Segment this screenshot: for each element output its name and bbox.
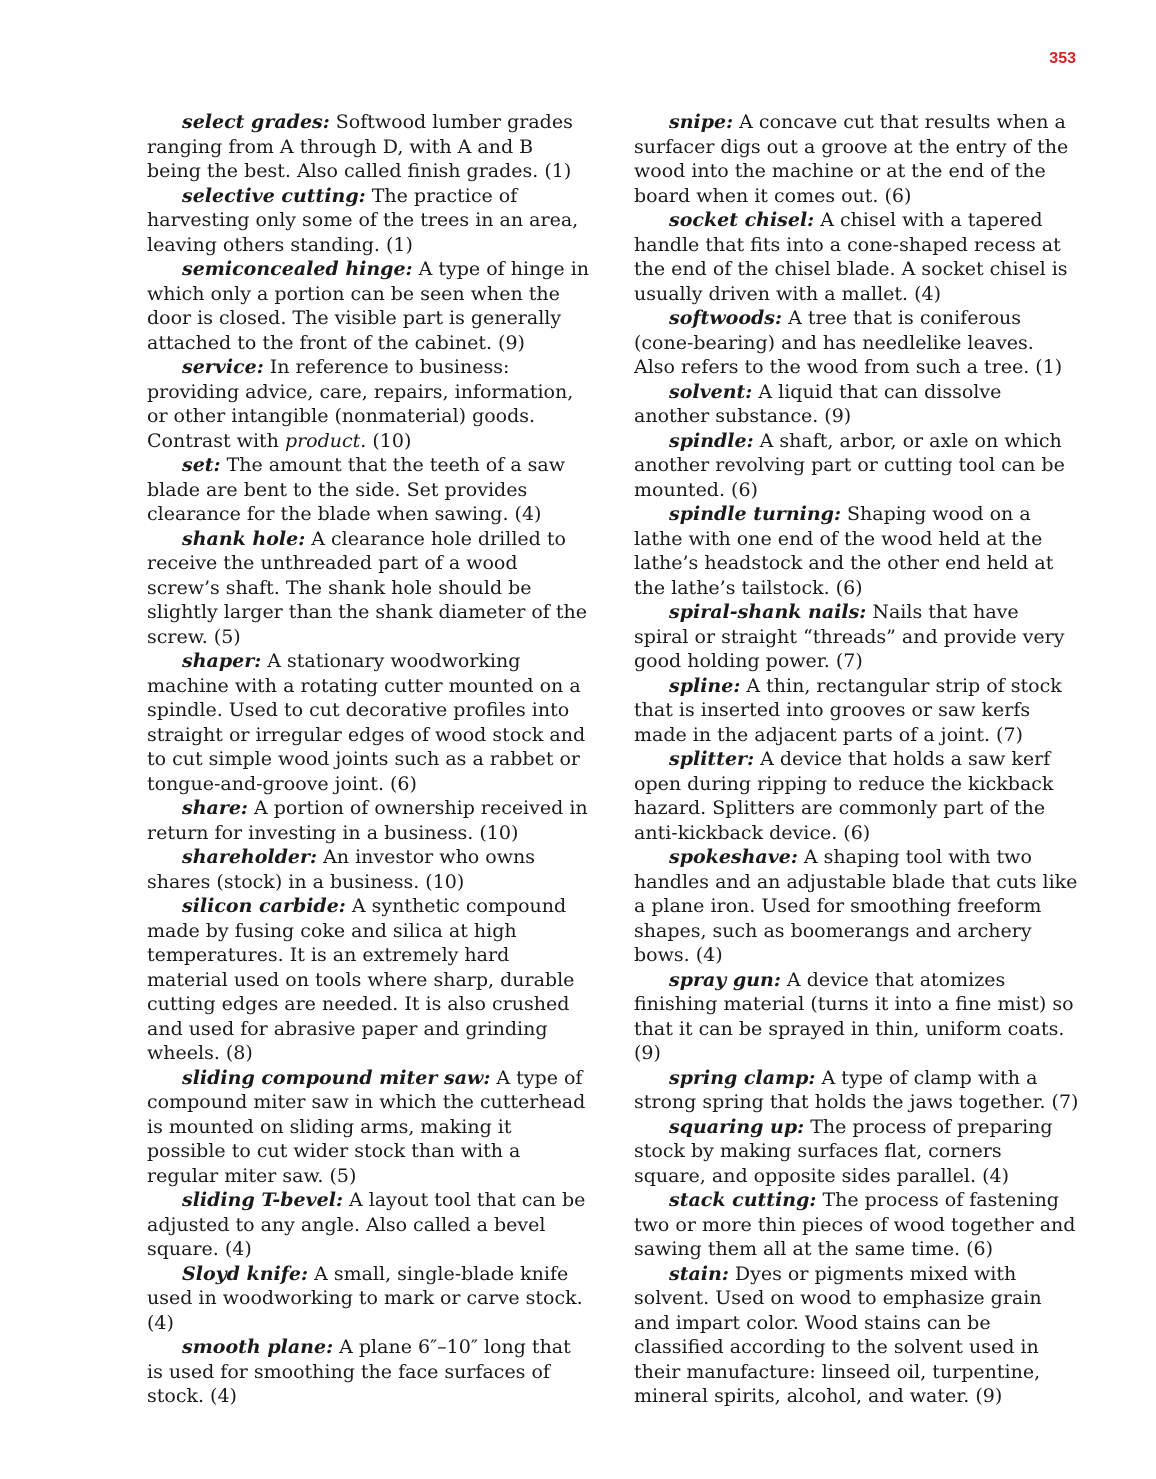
glossary-entry: [634, 600, 1079, 674]
glossary-entry: [147, 184, 592, 258]
glossary-term: snipe:: [669, 111, 734, 133]
page-number: 353: [1049, 50, 1076, 67]
glossary-entry: [634, 380, 1079, 429]
glossary-definition: A layout tool that can be adjusted to any angle. Also called a bevel square. (4): [147, 1189, 586, 1260]
glossary-term: stain:: [669, 1262, 729, 1285]
glossary-definition: A shaping tool with two handles and an adjustable blade that cuts like a plane iron. Used for smoothing freeform shapes, such as boomerangs and archery bows. (4): [634, 846, 1078, 966]
glossary-definition: A type of hinge in which only a portion can be seen when the door is closed. The visible part is generally attached to the front of the cabinet. (9): [147, 258, 590, 354]
glossary-definition: A portion of ownership received in return for investing in a business. (10): [147, 797, 588, 844]
glossary-term: share:: [182, 797, 248, 819]
glossary-term: spindle turning:: [669, 503, 841, 525]
glossary-definition: A device that holds a saw kerf open during ripping to reduce the kickback hazard. Splitters are commonly part of the anti-kickback device. (6): [634, 748, 1054, 844]
glossary-term: selective cutting:: [182, 184, 366, 207]
glossary-term: spokeshave:: [669, 846, 798, 868]
glossary-definition: A thin, rectangular strip of stock that is inserted into grooves or saw kerfs made in the adjacent parts of a joint. (7): [634, 674, 1062, 746]
glossary-entry: [147, 894, 592, 1066]
glossary-term: Sloyd knife:: [182, 1262, 309, 1285]
glossary-entry: [634, 1188, 1079, 1262]
glossary-entry: [147, 1335, 592, 1409]
cross-reference: product.: [284, 429, 367, 452]
glossary-term: squaring up:: [669, 1115, 805, 1138]
glossary-term: select grades:: [182, 111, 330, 133]
glossary-term: softwoods:: [669, 307, 783, 329]
glossary-entry: [147, 1066, 592, 1189]
glossary-entry: [634, 110, 1079, 208]
glossary-term: smooth plane:: [182, 1336, 334, 1358]
glossary-entry: [634, 674, 1079, 748]
glossary-definition: Shaping wood on a lathe with one end of the wood held at the lathe’s headstock and the other end held at the lathe’s tailstock. (6): [634, 503, 1054, 599]
glossary-definition: A type of clamp with a strong spring that holds the jaws together. (7): [634, 1066, 1079, 1113]
glossary-term: splitter:: [669, 748, 755, 770]
glossary-term: set:: [182, 454, 221, 476]
glossary-entry: [634, 208, 1079, 306]
glossary-entry: [147, 257, 592, 355]
glossary-term: socket chisel:: [669, 209, 815, 231]
glossary-definition: Dyes or pigments mixed with solvent. Used on wood to emphasize grain and impart color. Wood stains can be classified according to the solvent used in their manufacture: linseed oil, turpentine, mineral spirits, alcohol, and water. (9): [634, 1262, 1042, 1407]
glossary-definition: A type of compound miter saw in which the cutterhead is mounted on sliding arms, making it possible to cut wider stock than with a regular miter saw. (5): [147, 1066, 586, 1187]
glossary-definition: A chisel with a tapered handle that fits into a cone-shaped recess at the end of the chisel blade. A socket chisel is usually driven with a mallet. (4): [634, 209, 1068, 305]
glossary-entry: [147, 1188, 592, 1262]
glossary-definition: The process of fastening two or more thin pieces of wood together and sawing them all at the same time. (6): [634, 1189, 1076, 1260]
glossary-term: shank hole:: [182, 527, 306, 550]
glossary-term: silicon carbide:: [182, 895, 346, 917]
glossary-definition: A plane 6″–10″ long that is used for smoothing the face surfaces of stock. (4): [147, 1336, 571, 1407]
glossary-term: service:: [182, 356, 264, 378]
glossary-definition: A liquid that can dissolve another substance. (9): [634, 380, 1002, 427]
glossary-entry: [634, 1115, 1079, 1189]
glossary-definition: A shaft, arbor, or axle on which another revolving part or cutting tool can be mounted. (6): [634, 429, 1065, 501]
glossary-term: shaper:: [182, 650, 262, 672]
glossary-definition: A device that atomizes finishing material (turns it into a fine mist) so that it can be sprayed in thin, uniform coats. (9): [634, 968, 1074, 1064]
glossary-column-left: [147, 110, 592, 1409]
glossary-definition: Softwood lumber grades ranging from A through D, with A and B being the best. Also called finish grades. (1): [147, 111, 573, 182]
glossary-term: spindle:: [669, 429, 754, 452]
glossary-term: semiconcealed hinge:: [182, 258, 413, 280]
glossary-term: spline:: [669, 674, 741, 697]
glossary-entry: [634, 1066, 1079, 1115]
glossary-entry: [634, 306, 1079, 380]
glossary-entry: [634, 845, 1079, 968]
glossary-definition: A clearance hole drilled to receive the unthreaded part of a wood screw’s shaft. The shank hole should be slightly larger than the shank diameter of the screw. (5): [147, 527, 587, 648]
glossary-entry: [634, 968, 1079, 1066]
glossary-definition: A tree that is coniferous (cone-bearing) and has needlelike leaves. Also refers to the wood from such a tree. (1): [634, 307, 1063, 378]
glossary-entry: [147, 845, 592, 894]
glossary-term: spray gun:: [669, 968, 781, 991]
glossary-term: shareholder:: [182, 846, 318, 868]
glossary-definition: Nails that have spiral or straight “threads” and provide very good holding power. (7): [634, 601, 1065, 672]
glossary-entry: [147, 796, 592, 845]
glossary-entry: [147, 1262, 592, 1336]
glossary-definition: A concave cut that results when a surfacer digs out a groove at the entry of the wood into the machine or at the end of the board when it comes out. (6): [634, 111, 1069, 207]
glossary-entry: [634, 429, 1079, 503]
glossary-term: sliding compound miter saw:: [182, 1066, 491, 1089]
glossary-definition: The practice of harvesting only some of the trees in an area, leaving others standing. (1): [147, 184, 579, 256]
glossary-entry: [147, 355, 592, 453]
glossary-entry: [634, 502, 1079, 600]
glossary-definition: An investor who owns shares (stock) in a business. (10): [147, 846, 535, 893]
glossary-entry: [147, 649, 592, 796]
glossary-definition: A stationary woodworking machine with a rotating cutter mounted on a spindle. Used to cut decorative profiles into straight or irregular edges of wood stock and to cut simple wood joints such as a rabbet or tongue-and-groove joint. (6): [147, 650, 586, 795]
glossary-entry: [634, 747, 1079, 845]
glossary-entry: [634, 1262, 1079, 1409]
glossary-definition: A synthetic compound made by fusing coke and silica at high temperatures. It is an extremely hard material used on tools where sharp, durable cutting edges are needed. It is also crushed and used for abrasive paper and grinding wheels. (8): [147, 895, 575, 1064]
glossary-definition: The process of preparing stock by making surfaces flat, corners square, and opposite sides parallel. (4): [634, 1115, 1053, 1187]
glossary-definition: A small, single-blade knife used in woodworking to mark or carve stock. (4): [147, 1262, 583, 1334]
glossary-term: sliding T-bevel:: [182, 1189, 343, 1211]
glossary-entry: [147, 453, 592, 527]
glossary-definition: In reference to business: providing advice, care, repairs, information, or other intangible (nonmaterial) goods. Contrast with: [147, 356, 574, 452]
glossary-definition: The amount that the teeth of a saw blade are bent to the side. Set provides clearance for the blade when sawing. (4): [147, 454, 566, 525]
glossary-term: spiral-shank nails:: [669, 601, 867, 623]
glossary-column-right: [634, 110, 1079, 1409]
glossary-term: stack cutting:: [669, 1189, 817, 1211]
glossary-entry: [147, 527, 592, 650]
glossary-term: spring clamp:: [669, 1066, 816, 1089]
glossary-definition-tail: (10): [366, 429, 412, 452]
glossary-entry: [147, 110, 592, 184]
glossary-term: solvent:: [669, 380, 753, 403]
